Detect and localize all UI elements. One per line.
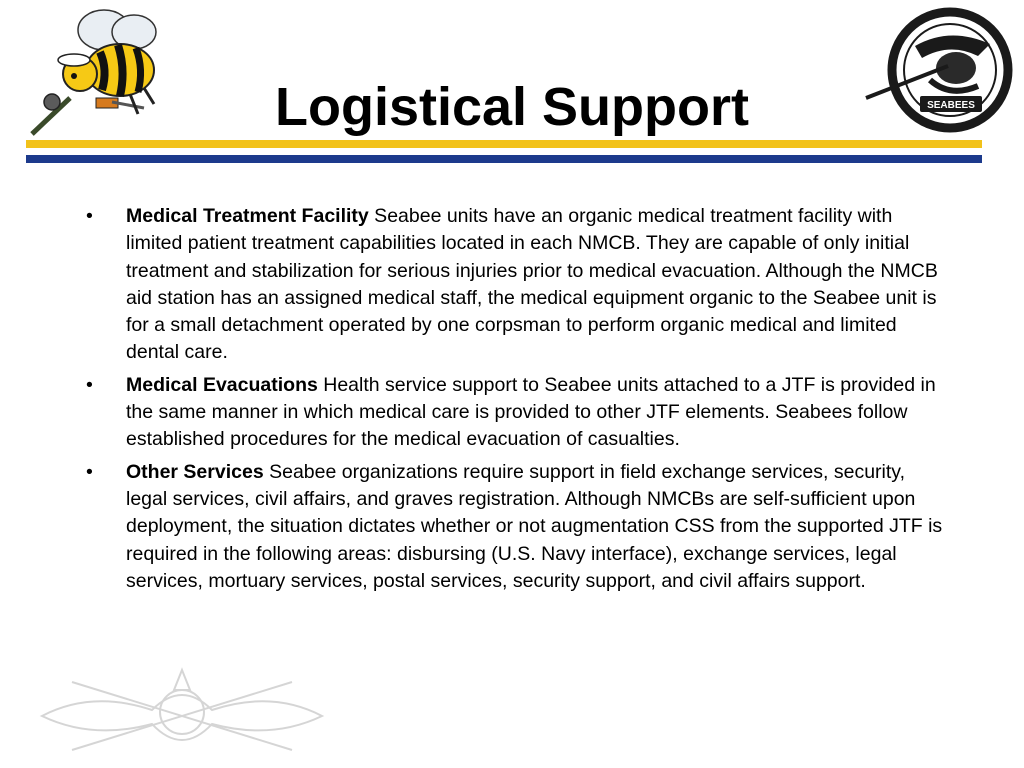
- bullet-text: Seabee organizations require support in field exchange services, security, legal services, civil affairs, and graves registration. Although NMCBs are self-sufficient upon deployment, the situation dictates whether or not augmentation CSS from the supported JTF is required in the following areas: disbursing (U.S. Navy interface), exchange services, legal services, mortuary services, postal services, security support, and civil affairs support.: [126, 460, 943, 592]
- seabee-combat-warfare-insignia-icon: [32, 660, 332, 768]
- slide-title: Logistical Support: [274, 77, 749, 138]
- navy-divider: [26, 155, 982, 163]
- bullet-dot: •: [86, 460, 93, 483]
- bullet-medical-evacuations: [86, 372, 946, 454]
- bullet-dot: •: [86, 373, 93, 396]
- bullet-text: Health service support to Seabee units attached to a JTF is provided in the same manner in which medical care is provided to other JTF elements. Seabees follow established procedures for the medical evacuation of casualties.: [126, 373, 936, 451]
- bullet-other-services: [86, 459, 946, 595]
- gold-divider: [26, 140, 982, 148]
- bullet-heading: Other Services: [126, 460, 264, 483]
- bullet-heading: Medical Treatment Facility: [126, 205, 369, 227]
- bullet-dot: •: [86, 205, 93, 227]
- bullet-list: [86, 203, 946, 600]
- emblem-text: SEABEES: [927, 100, 975, 111]
- bullet-text: Seabee units have an organic medical treatment facility with limited patient treatment capabilities located in each NMCB. They are capable of only initial treatment and stabilization for serious injuries prior to medical evacuation. Although the NMCB aid station has an assigned medical staff, the medical equipment organic to the Seabee unit is for a small detachment operated by one corpsman to perform organic medical and limited dental care.: [126, 205, 938, 364]
- bullet-heading: Medical Evacuations: [126, 373, 318, 396]
- seabees-emblem-icon: [860, 6, 1020, 136]
- bullet-medical-treatment-facility: [86, 203, 946, 367]
